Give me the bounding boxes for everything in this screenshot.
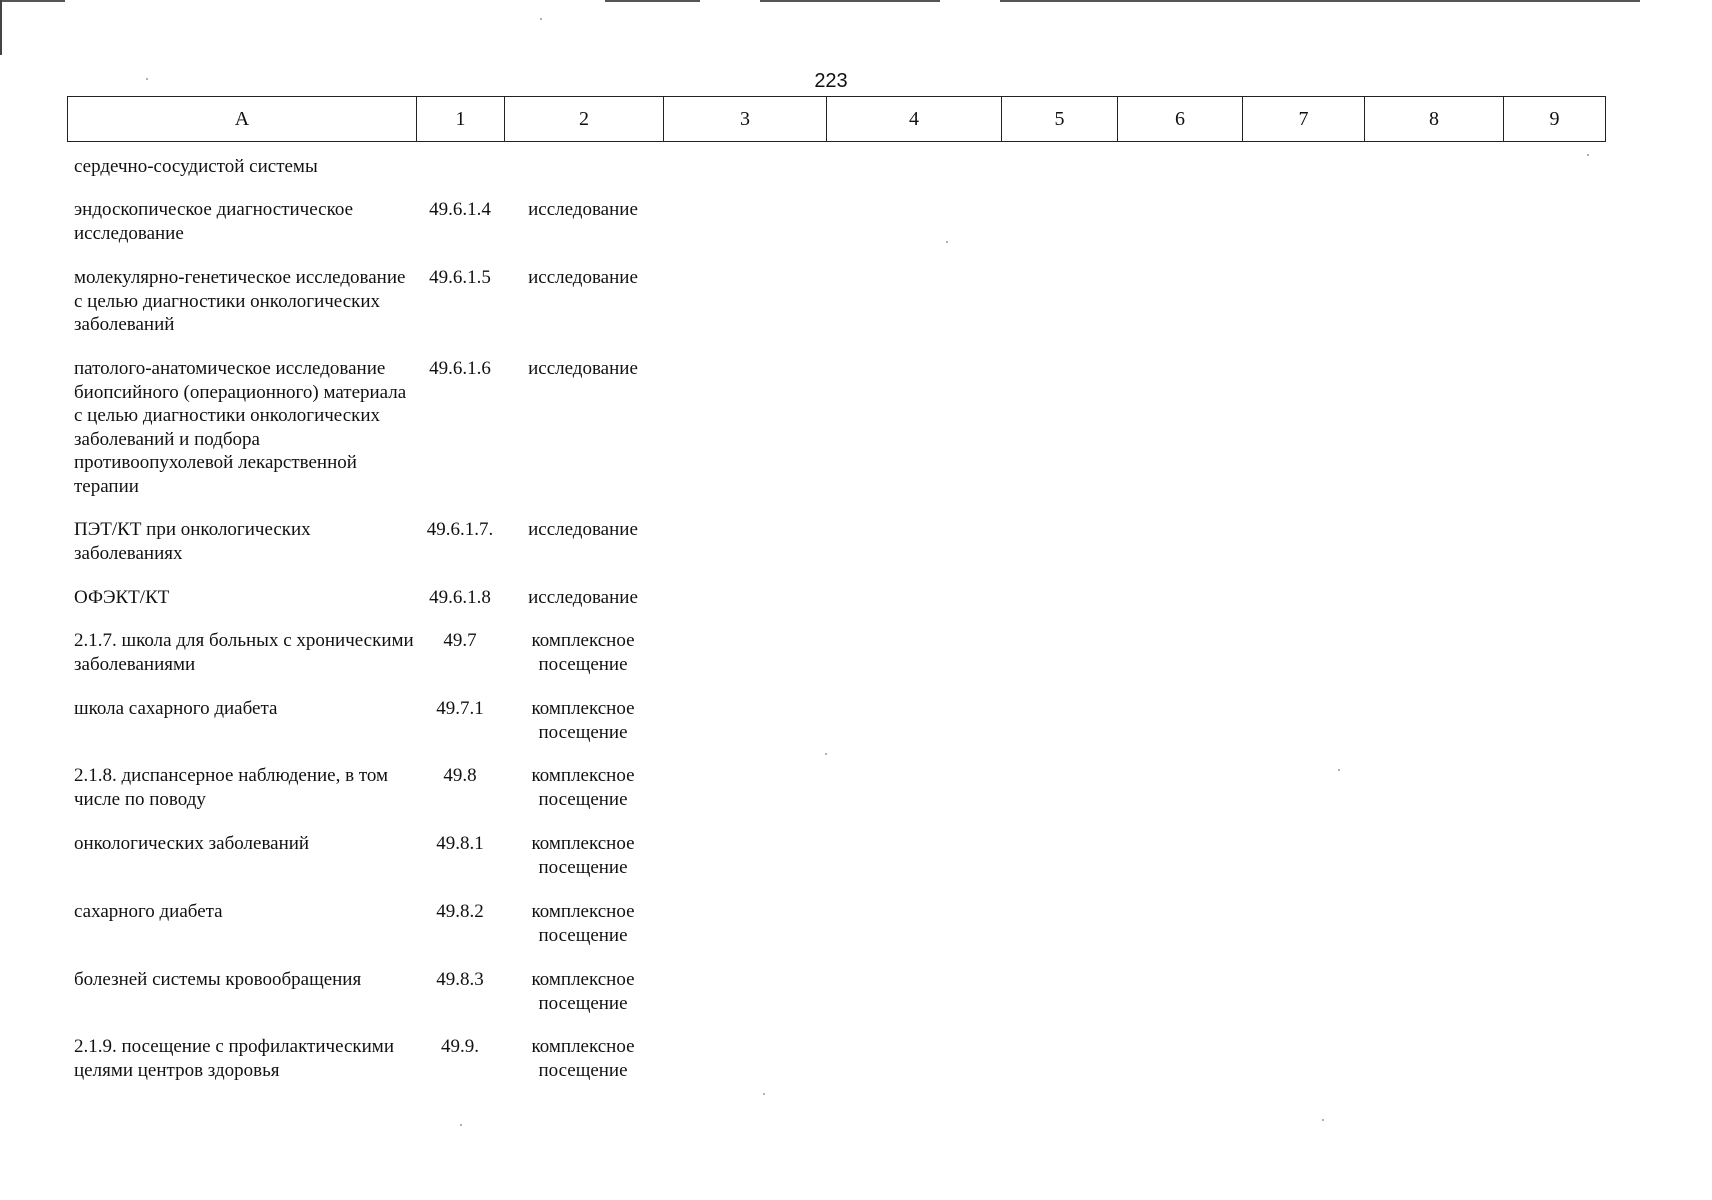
row-name: сердечно-сосудистой системы [74,156,318,177]
row-name: школа сахарного диабета [74,698,278,719]
row-name: болезней системы кровообращения [74,969,362,990]
row-code: 49.6.1.8 [429,587,491,608]
row-code: 49.6.1.7. [426,519,494,540]
scan-speck [146,78,148,80]
row-unit: исследование [528,267,638,288]
row-unit: комплексное посещение [531,901,635,946]
row-name: эндоскопическое диагностическое исследование [74,199,354,244]
row-code: 49.7 [443,630,477,651]
row-code: 49.8.1 [436,833,484,854]
column-header-9: 9 [1504,97,1606,142]
row-unit: комплексное посещение [531,698,635,743]
row-name: молекулярно-генетическое исследование с целью диагностики онкологических заболеваний [74,267,406,335]
scan-speck [946,241,948,243]
scan-edge-line [605,0,700,2]
row-unit: исследование [528,519,638,540]
scan-speck [1322,1119,1324,1121]
row-unit: комплексное посещение [531,1036,635,1081]
row-unit: исследование [528,587,638,608]
scan-edge-line [1000,0,1640,2]
scan-speck [540,18,542,20]
page-number: 223 [814,70,848,92]
row-name: патолого-анатомическое исследование биопсийного (операционного) материала с целью диагностики онкологических заболеваний и подбора противоопухолевой лекарственной терапии [74,358,407,497]
row-code: 49.9. [441,1036,479,1057]
row-name: 2.1.7. школа для больных с хроническими заболеваниями [74,630,414,675]
scan-speck [825,753,827,755]
row-name: ОФЭКТ/КТ [74,587,170,608]
column-header-4: 4 [827,97,1002,142]
column-header-3: 3 [664,97,827,142]
row-name: онкологических заболеваний [74,833,310,854]
column-header-a: А [68,97,417,142]
row-unit: комплексное посещение [531,833,635,878]
row-name: сахарного диабета [74,901,223,922]
row-name: ПЭТ/КТ при онкологических заболеваниях [74,519,311,564]
scan-edge-line [0,0,2,55]
column-header-7: 7 [1243,97,1365,142]
scan-speck [1587,154,1589,156]
scan-edge-line [0,0,65,2]
scan-speck [460,1124,462,1126]
column-header-8: 8 [1365,97,1504,142]
row-code: 49.7.1 [436,698,484,719]
row-unit: исследование [528,199,638,220]
column-header-2: 2 [505,97,664,142]
row-unit: комплексное посещение [531,765,635,810]
row-unit: исследование [528,358,638,379]
row-code: 49.8.2 [436,901,484,922]
column-header-1: 1 [417,97,505,142]
row-code: 49.8 [443,765,477,786]
scan-speck [1338,769,1340,771]
column-header-5: 5 [1002,97,1118,142]
row-unit: комплексное посещение [531,630,635,675]
row-name: 2.1.8. диспансерное наблюдение, в том числе по поводу [74,765,389,810]
row-code: 49.8.3 [436,969,484,990]
column-header-6: 6 [1118,97,1243,142]
scan-speck [763,1093,765,1095]
row-code: 49.6.1.4 [429,199,491,220]
scan-edge-line [760,0,940,2]
row-unit: комплексное посещение [531,969,635,1014]
column-header-table [67,96,1606,142]
row-code: 49.6.1.5 [429,267,491,288]
row-code: 49.6.1.6 [429,358,491,379]
row-name: 2.1.9. посещение с профилактическими целями центров здоровья [74,1036,395,1081]
